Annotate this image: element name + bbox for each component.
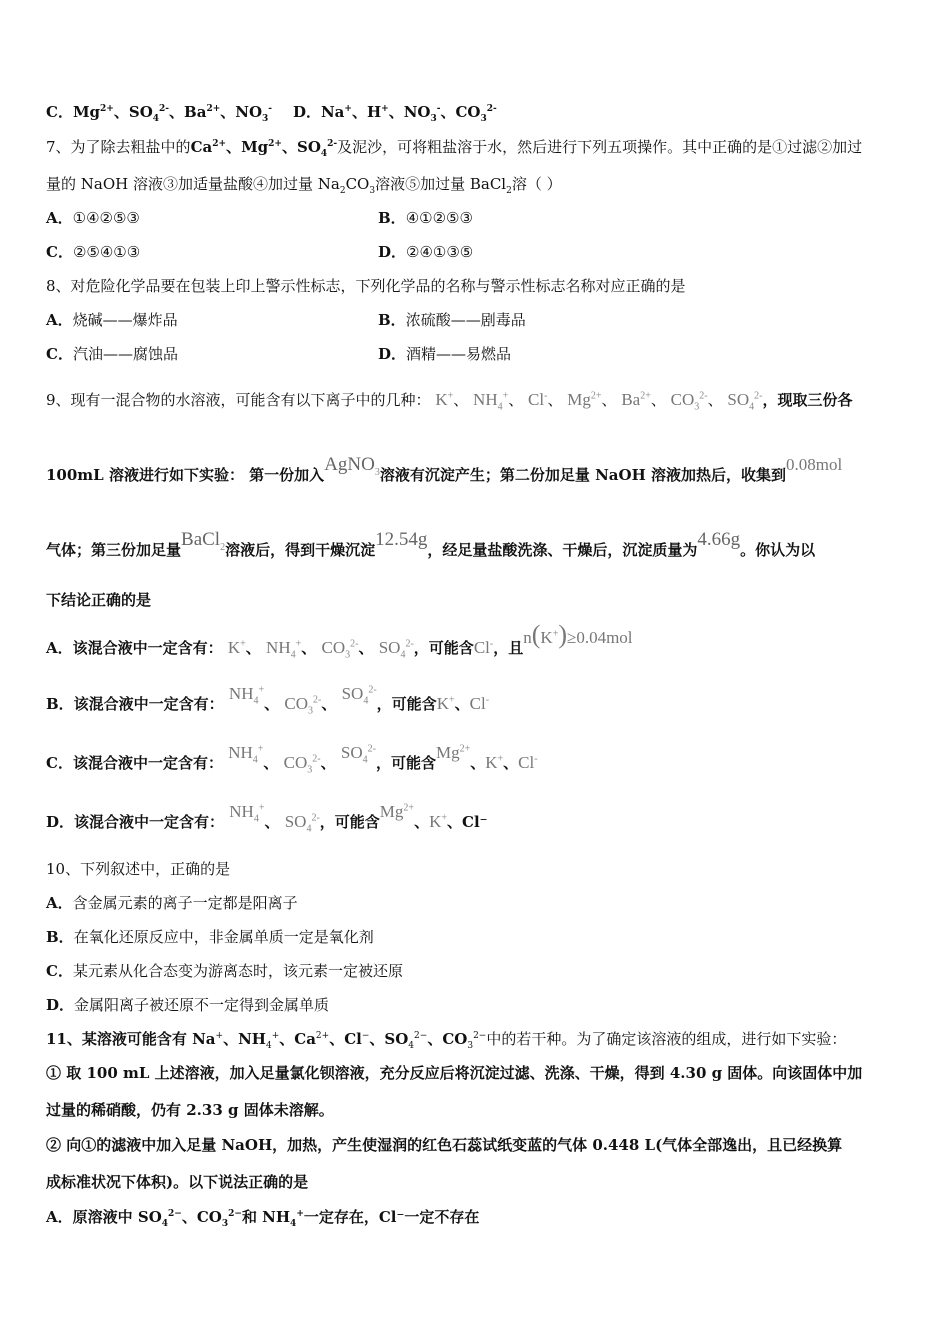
q11-stem-line2: ① 取 100 mL 上述溶液，加入足量氯化钡溶液，充分反应后将沉淀过滤、洗涤、干燥，得到 4.30 g 固体。向该固体中加	[46, 1064, 863, 1082]
condition-nk: n(K+)≥0.04mol	[523, 620, 633, 649]
q9-stem-line1: 9、现有一混合物的水溶液，可能含有以下离子中的几种： K+、 $NH_4^+$、 Cl-、 $Mg^{2+}$、 $Ba^{2+}$、 $CO_3^{2-}$、 $SO_4^{2-}$，现取三份各	[46, 390, 853, 413]
q11-option-a[interactable]: A．原溶液中 $SO_4^{2-}$、$CO_3^{2-}$和 $NH_4^+$一定存在，Cl⁻一定不存在	[46, 1208, 480, 1229]
value-4-66g: 4.66g	[697, 529, 741, 550]
q9-stem-line4: 下结论正确的是	[46, 591, 152, 609]
q8-options-row1	[46, 310, 906, 330]
q9-option-c[interactable]: C．该混合液中一定含有： $NH_4^+$、 $CO_3^{2-}$、 $SO_4^{2-}$，可能含$Mg^{2+}$、K+、Cl-	[46, 743, 538, 776]
formula-agno3: AgNO$_3$	[324, 454, 380, 478]
value-0-08mol: 0.08mol	[785, 455, 843, 474]
ion-co3: $CO_3^{2-}$	[670, 390, 708, 413]
ion-ba: $Ba^{2+}$	[621, 390, 651, 409]
q11-stem-line3: 过量的稀硝酸，仍有 2.33 g 固体未溶解。	[46, 1101, 334, 1119]
q6-option-c: C．$Mg^{2+}$、$SO_4^{2-}$、$Ba^{2+}$、$NO_3^-$	[46, 103, 273, 124]
q8-option-d[interactable]: D．酒精——易燃品	[378, 345, 512, 363]
q7-option-a[interactable]: A．①④②⑤③	[46, 209, 140, 227]
q8-option-c[interactable]: C．汽油——腐蚀品	[46, 345, 178, 363]
q11-stem-line1: 11、某溶液可能含有 Na+、$NH_4^+$、$Ca^{2+}$、Cl−、$SO_4^{2-}$、$CO_3^{2-}$中的若干种。为了确定该溶液的组成，进行如下实验：	[46, 1030, 847, 1051]
q11-stem-line4: ② 向①的滤液中加入足量 NaOH，加热，产生使湿润的红色石蕊试纸变蓝的气体 0.448 L(气体全部逸出，且已经换算	[46, 1136, 843, 1154]
ion-nh4: $NH_4^+$	[473, 390, 509, 413]
q10-option-a[interactable]: A．含金属元素的离子一定都是阳离子	[46, 894, 298, 912]
q9-option-d[interactable]: D．该混合液中一定含有： $NH_4^+$、 $SO_4^{2-}$，可能含$Mg^{2+}$、K+、Cl⁻	[46, 802, 488, 835]
q7-option-c[interactable]: C．②⑤④①③	[46, 243, 141, 261]
q8-option-b[interactable]: B．浓硫酸——剧毒品	[378, 311, 526, 329]
ion-k: K+	[435, 390, 454, 409]
ion-so4: $SO_4^{2-}$	[727, 390, 763, 413]
value-12-54g: 12.54g	[375, 529, 428, 550]
q10-option-d[interactable]: D．金属阳离子被还原不一定得到金属单质	[46, 996, 330, 1014]
q7-stem-line2: 量的 NaOH 溶液③加适量盐酸④加过量 $Na_2CO_3$溶液⑤加过量 BaCl$_2$溶（ ）	[46, 175, 562, 196]
q9-stem-line3: 气体；第三份加足量BaCl$_2$溶液后，得到干燥沉淀12.54g，经足量盐酸洗涤、干燥后，沉淀质量为4.66g。你认为以	[46, 529, 816, 559]
q6-option-d: D．Na+、H+、$NO_3^-$、$CO_3^{2-}$	[292, 103, 497, 124]
q6-options-cd	[46, 102, 497, 122]
q7-options-row1	[46, 208, 906, 228]
q7-option-d[interactable]: D．②④①③⑤	[378, 243, 474, 261]
q8-stem: 8、对危险化学品要在包装上印上警示性标志，下列化学品的名称与警示性标志名称对应正确的是	[46, 277, 686, 295]
ion-mg: $Mg^{2+}$	[567, 390, 602, 409]
q8-option-a[interactable]: A．烧碱——爆炸品	[46, 311, 178, 329]
q10-stem: 10、下列叙述中，正确的是	[46, 860, 231, 878]
q10-option-b[interactable]: B．在氧化还原反应中，非金属单质一定是氧化剂	[46, 928, 374, 946]
q9-stem-line2: 100mL 溶液进行如下实验： 第一份加入AgNO$_3$溶液有沉淀产生；第二份加足量 NaOH 溶液加热后，收集到0.08mol	[46, 454, 843, 484]
q9-option-b[interactable]: B．该混合液中一定含有： $NH_4^+$、 $CO_3^{2-}$、 $SO_4^{2-}$，可能含K+、Cl-	[46, 684, 490, 717]
q11-stem-line5: 成标准状况下体积)。以下说法正确的是	[46, 1173, 309, 1191]
q9-option-a[interactable]: A．该混合液中一定含有： K+、 $NH_4^+$、 $CO_3^{2-}$、 $SO_4^{2-}$，可能含Cl-，且n(K+)≥0.04mol	[46, 620, 633, 661]
formula-bacl2: BaCl$_2$	[181, 529, 226, 553]
q7-options-row2	[46, 242, 906, 262]
q8-options-row2	[46, 344, 906, 364]
ion-cl: Cl-	[528, 390, 548, 409]
q7-stem-line1: 7、为了除去粗盐中的$Ca^{2+}$、$Mg^{2+}$、$SO_4^{2-}$及泥沙，可将粗盐溶于水，然后进行下列五项操作。其中正确的是①过滤②加过	[46, 138, 863, 159]
q7-option-b[interactable]: B．④①②⑤③	[378, 209, 473, 227]
q10-option-c[interactable]: C．某元素从化合态变为游离态时，该元素一定被还原	[46, 962, 403, 980]
